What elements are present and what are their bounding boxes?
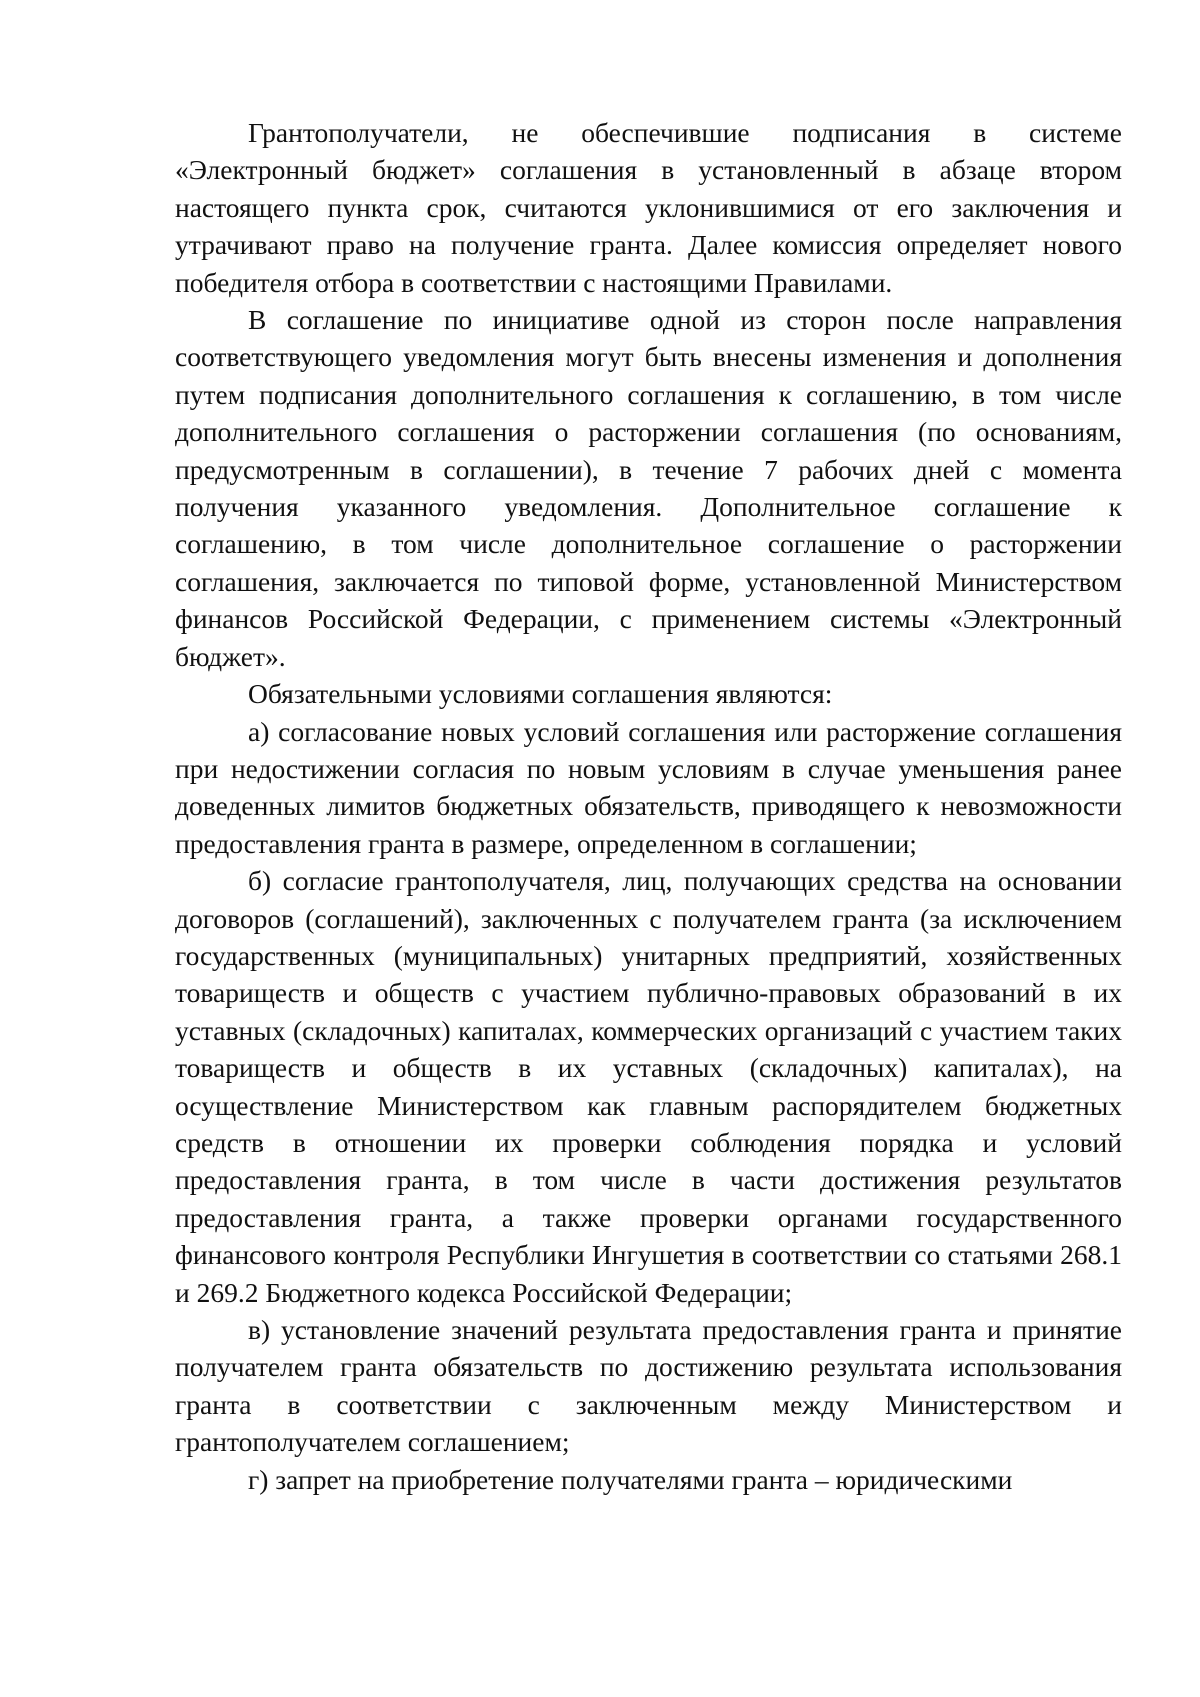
list-item-g: г) запрет на приобретение получателями гранта – юридическими xyxy=(248,1463,1013,1495)
paragraph-mandatory-conditions-heading: Обязательными условиями соглашения являются: xyxy=(248,678,833,710)
document-body xyxy=(175,114,1122,1498)
list-item-b: б) согласие грантополучателя, лиц, получающих средства на основании договоров (соглашений), заключенных с получателем гранта (за исключением государственных (муниципальных) унитарных предприятий, хозяйственных товариществ и обществ с участием публично-правовых образований в их уставных (складочных) капиталах, коммерческих организаций с участием таких товариществ и обществ в их уставных (складочных) капиталах), на осуществление Министерством как главным распорядителем бюджетных средств в отношении их проверки соблюдения порядка и условий предоставления гранта, в том числе в части достижения результатов предоставления гранта, а также проверки органами государственного финансового контроля Республики Ингушетия в соответствии со статьями 268.1 и 269.2 Бюджетного кодекса Российской Федерации; xyxy=(175,865,1122,1308)
paragraph-agreement-amendments: В соглашение по инициативе одной из сторон после направления соответствующего уведомления могут быть внесены изменения и дополнения путем подписания дополнительного соглашения к соглашению, в том числе дополнительного соглашения о расторжении соглашения (по основаниям, предусмотренным в соглашении), в течение 7 рабочих дней с момента получения указанного уведомления. Дополнительное соглашение к соглашению, в том числе дополнительное соглашение о расторжении соглашения, заключается по типовой форме, установленной Министерством финансов Российской Федерации, с применением системы «Электронный бюджет». xyxy=(175,304,1122,672)
list-item-v: в) установление значений результата предоставления гранта и принятие получателем гранта обязательств по достижению результата использования гранта в соответствии с заключенным между Министерством и грантополучателем соглашением; xyxy=(175,1314,1122,1458)
paragraph-refusal-consequences: Грантополучатели, не обеспечившие подписания в системе «Электронный бюджет» соглашения в установленный в абзаце втором настоящего пункта срок, считаются уклонившимися от его заключения и утрачивают право на получение гранта. Далее комиссия определяет нового победителя отбора в соответствии с настоящими Правилами. xyxy=(175,117,1122,298)
list-item-a: а) согласование новых условий соглашения или расторжение соглашения при недостижении согласия по новым условиям в случае уменьшения ранее доведенных лимитов бюджетных обязательств, приводящего к невозможности предоставления гранта в размере, определенном в соглашении; xyxy=(175,715,1122,859)
